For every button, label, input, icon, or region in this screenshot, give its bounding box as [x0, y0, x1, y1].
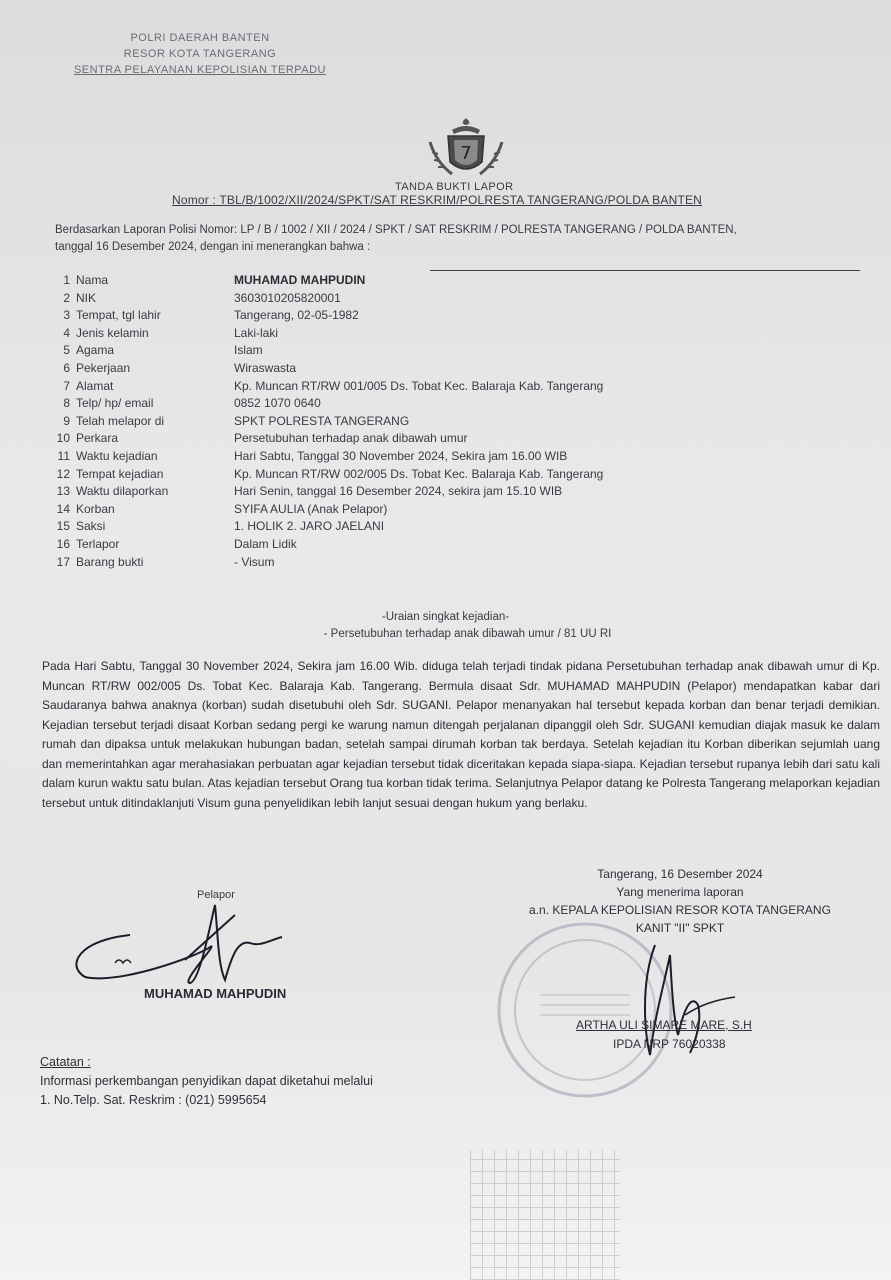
- field-number: 4: [63, 325, 70, 340]
- field-label: Terlapor: [76, 536, 120, 551]
- field-label: Perkara: [76, 431, 119, 446]
- field-row: [50, 308, 690, 326]
- field-row: [50, 431, 690, 449]
- field-label: Waktu dilaporkan: [76, 484, 169, 499]
- field-value: Laki-laki: [234, 325, 279, 340]
- field-value: Persetubuhan terhadap anak dibawah umur: [234, 431, 468, 446]
- field-row: [50, 396, 690, 414]
- field-number: 14: [56, 501, 70, 516]
- pelapor-name: MUHAMAD MAHPUDIN: [144, 986, 287, 1001]
- uraian-body: Pada Hari Sabtu, Tanggal 30 November 2024, Sekira jam 16.00 Wib. diduga telah terjadi tindak pidana Persetubuhan terhadap anak dibawah umur di Kp. Muncan RT/RW 002/005 Ds. Tobat Kec. Balaraja Kab. Tangerang. Bermula disaat Sdr. MUHAMAD MAHPUDIN (Pelapor) mendapatkan kabar dari Saudaranya bahwa anaknya (korban) sudah disetubuhi oleh Sdr. SUGANI. Pelapor menanyakan hal tersebut kepada korban dan benar terjadi demikian. Kejadian tersebut terjadi disaat Korban sedang pergi ke warung namun ditengah perjalanan dipanggil oleh Sdr. SUGANI kemudian diajak masuk ke dalam rumah dan dipaksa untuk melakukan hubungan badan, setelah sampai dirumah korban tak berdaya. Setelah kejadian itu Korban diberikan sejumlah uang dan memerintahkan agar merahasiakan perbuatan agar kejadian tersebut tidak diceritakan kepada siapa-siapa. Kejadian tersebut rupanya lebih dari satu kali dalam kurun waktu satu bulan. Atas kejadian tersebut Orang tua korban tidak terima. Selanjutnya Pelapor datang ke Polresta Tangerang melaporkan kejadian tersebut untuk ditindaklanjuti Visum guna penyelidikan lebih lanjut sesuai dengan hukum yang berlaku.: [42, 659, 880, 810]
- field-number: 12: [56, 466, 70, 481]
- field-number: 13: [56, 484, 70, 499]
- intro-paragraph: [55, 222, 865, 256]
- catatan-line-2: 1. No.Telp. Sat. Reskrim : (021) 5995654: [40, 1093, 267, 1107]
- field-row: [50, 467, 690, 485]
- field-value: Hari Sabtu, Tanggal 30 November 2024, Sekira jam 16.00 WIB: [234, 448, 568, 463]
- field-label: Telah melapor di: [76, 413, 165, 428]
- field-number: 3: [63, 308, 70, 323]
- field-number: 6: [63, 360, 70, 375]
- field-row: [50, 343, 690, 361]
- field-row: [50, 555, 690, 573]
- penerima-line-2: Yang menerima laporan: [616, 885, 744, 899]
- field-label: Jenis kelamin: [76, 325, 149, 340]
- field-value: - Visum: [234, 554, 275, 569]
- field-row: [50, 379, 690, 397]
- field-number: 2: [63, 290, 70, 305]
- field-row: [50, 537, 690, 555]
- catatan-line-1: Informasi perkembangan penyidikan dapat diketahui melalui: [40, 1074, 373, 1088]
- field-label: Tempat kejadian: [76, 466, 164, 481]
- field-value: SYIFA AULIA (Anak Pelapor): [234, 501, 388, 516]
- svg-text:7: 7: [460, 143, 472, 164]
- officer-nrp: IPDA NRP 76020338: [613, 1037, 726, 1051]
- document-number: Nomor : TBL/B/1002/XII/2024/SPKT/SAT RESKRIM/POLRESTA TANGERANG/POLDA BANTEN: [172, 193, 703, 207]
- pelapor-label: Pelapor: [197, 889, 235, 901]
- place-date: Tangerang, 16 Desember 2024: [597, 867, 763, 881]
- police-emblem-icon: [422, 112, 510, 180]
- field-value: Dalam Lidik: [234, 536, 297, 551]
- field-label: Tempat, tgl lahir: [76, 308, 161, 323]
- field-value: Tangerang, 02-05-1982: [234, 308, 359, 323]
- field-label: Barang bukti: [76, 554, 144, 569]
- field-number: 15: [56, 519, 70, 534]
- field-row: [50, 361, 690, 379]
- intro-line-2: tanggal 16 Desember 2024, dengan ini menerangkan bahwa :: [55, 241, 371, 253]
- field-label: Pekerjaan: [76, 360, 131, 375]
- field-value: 3603010205820001: [234, 290, 341, 305]
- field-label: Telp/ hp/ email: [76, 396, 154, 411]
- field-number: 10: [56, 431, 70, 446]
- field-row: [50, 326, 690, 344]
- field-number: 1: [63, 273, 70, 287]
- report-fields: [50, 273, 690, 572]
- officer-signature-icon: [600, 925, 770, 1075]
- field-value: Kp. Muncan RT/RW 002/005 Ds. Tobat Kec. Balaraja Kab. Tangerang: [234, 466, 604, 481]
- uraian-subtitle: - Persetubuhan terhadap anak dibawah umur / 81 UU RI: [323, 628, 612, 640]
- field-value: MUHAMAD MAHPUDIN: [234, 273, 366, 287]
- penerima-line-3: a.n. KEPALA KEPOLISIAN RESOR KOTA TANGERANG: [529, 903, 831, 917]
- field-row: [50, 414, 690, 432]
- field-value: 1. HOLIK 2. JARO JAELANI: [234, 519, 385, 534]
- field-label: Agama: [76, 343, 115, 358]
- field-label: Nama: [76, 273, 109, 287]
- field-value: Islam: [234, 343, 263, 358]
- letterhead-line-3: SENTRA PELAYANAN KEPOLISIAN TERPADU: [73, 64, 327, 76]
- field-value: Kp. Muncan RT/RW 001/005 Ds. Tobat Kec. Balaraja Kab. Tangerang: [234, 378, 604, 393]
- field-number: 8: [63, 396, 70, 411]
- catatan-heading: Catatan :: [40, 1055, 91, 1069]
- field-row: [50, 519, 690, 537]
- penerima-line-4: KANIT "II" SPKT: [635, 921, 725, 935]
- field-number: 16: [56, 536, 70, 551]
- field-number: 7: [63, 378, 70, 393]
- uraian-title: -Uraian singkat kejadian-: [381, 611, 510, 623]
- intro-rule: [430, 270, 860, 271]
- document-title: TANDA BUKTI LAPOR: [395, 181, 514, 193]
- field-label: Alamat: [76, 378, 114, 393]
- catatan-block: [40, 1053, 373, 1110]
- field-value: SPKT POLRESTA TANGERANG: [234, 413, 410, 428]
- field-value: Wiraswasta: [234, 360, 297, 375]
- officer-name: ARTHA ULI SIMARE MARE, S.H: [576, 1018, 752, 1032]
- intro-line-1: Berdasarkan Laporan Polisi Nomor: LP / B / 1002 / XII / 2024 / SPKT / SAT RESKRIM / POLRESTA TANGERANG / POLDA BANTEN,: [55, 224, 737, 236]
- field-number: 5: [63, 343, 70, 358]
- field-value: Hari Senin, tanggal 16 Desember 2024, sekira jam 15.10 WIB: [234, 484, 563, 499]
- field-number: 9: [63, 413, 70, 428]
- letterhead-line-1: POLRI DAERAH BANTEN: [130, 32, 270, 44]
- field-row: [50, 449, 690, 467]
- field-row: [50, 291, 690, 309]
- field-row: [50, 273, 690, 291]
- field-value: 0852 1070 0640: [234, 396, 321, 411]
- field-number: 11: [57, 448, 70, 463]
- background-shadow: [470, 1150, 620, 1280]
- field-label: Saksi: [76, 519, 106, 534]
- field-row: [50, 484, 690, 502]
- field-label: Waktu kejadian: [76, 448, 158, 463]
- letterhead-line-2: RESOR KOTA TANGERANG: [123, 48, 277, 60]
- letterhead: [55, 30, 345, 78]
- field-row: [50, 502, 690, 520]
- field-label: Korban: [76, 501, 115, 516]
- field-label: NIK: [76, 290, 97, 305]
- field-number: 17: [56, 554, 70, 569]
